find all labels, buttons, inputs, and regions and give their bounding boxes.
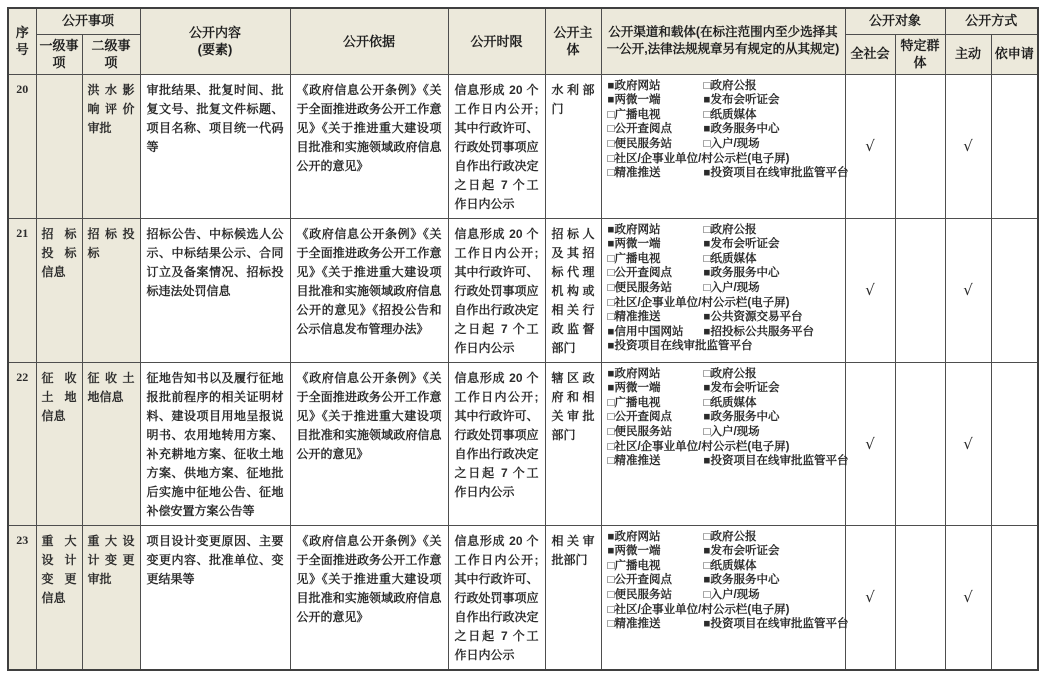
channel-option-checked: ■政府网站 bbox=[607, 530, 661, 543]
col-header-specific-group: 特定群体 bbox=[895, 34, 945, 74]
row-channels bbox=[601, 218, 845, 362]
channel-line bbox=[608, 367, 840, 382]
channel-option-checked: ■政务服务中心 bbox=[703, 267, 780, 280]
cell-proactive-check: √ bbox=[945, 218, 991, 362]
row-content: 审批结果、批复时间、批复文号、批复文件标题、项目名称、项目统一代码等 bbox=[140, 74, 290, 218]
channel-option-checked: ■两微一端 bbox=[607, 238, 661, 251]
table-row-22 bbox=[8, 362, 1038, 525]
channel-line bbox=[608, 122, 840, 137]
channel-option-unchecked: □入户/现场 bbox=[703, 588, 760, 601]
cell-specific-group-check bbox=[895, 525, 945, 670]
row-time-limit: 信息形成 20 个工作日内公开;其中行政许可、行政处罚事项应自作出行政决定之日起 7 个工作日内公示 bbox=[448, 74, 545, 218]
cell-all-society-check: √ bbox=[845, 218, 895, 362]
channel-line bbox=[608, 223, 840, 238]
channel-line bbox=[608, 559, 840, 574]
row-content: 招标公告、中标候选人公示、中标结果公示、合同订立及备案情况、招标投标违法处罚信息 bbox=[140, 218, 290, 362]
row-time-limit: 信息形成 20 个工作日内公开;其中行政许可、行政处罚事项应自作出行政决定之日起 7 个工作日内公示 bbox=[448, 525, 545, 670]
channel-option-unchecked: □政府公报 bbox=[703, 223, 757, 236]
row-channels bbox=[601, 74, 849, 218]
cell-proactive-check: √ bbox=[945, 525, 991, 670]
channel-option-unchecked: □广播电视 bbox=[607, 396, 661, 409]
channel-line bbox=[608, 266, 840, 281]
channel-line bbox=[608, 296, 840, 311]
col-header-all-society: 全社会 bbox=[845, 34, 895, 74]
channel-option-checked: ■发布会听证会 bbox=[703, 94, 780, 107]
channel-option-checked: ■信用中国网站 bbox=[607, 325, 684, 338]
row-time-limit: 信息形成 20 个工作日内公开;其中行政许可、行政处罚事项应自作出行政决定之日起 7 个工作日内公示 bbox=[448, 362, 545, 525]
channel-line bbox=[608, 152, 840, 167]
channel-option-unchecked: □精准推送 bbox=[607, 167, 661, 180]
row-basis: 《政府信息公开条例》《关于全面推进政务公开工作意见》《关于推进重大建设项目批准和实施领域政府信息公开的意见》《招投公告和公示信息发布管理办法》 bbox=[290, 218, 448, 362]
col-header-channels: 公开渠道和载体(在标注范围内至少选择其一公开,法律法规规章另有规定的从其规定) bbox=[601, 8, 845, 74]
row-level2: 洪水影响评价审批 bbox=[82, 74, 140, 218]
channel-line bbox=[608, 603, 840, 618]
channel-line bbox=[608, 137, 840, 152]
row-level2: 重大设计变更审批 bbox=[82, 525, 140, 670]
cell-specific-group-check bbox=[895, 362, 945, 525]
channel-line bbox=[608, 573, 840, 588]
channel-line bbox=[608, 93, 840, 108]
row-seq: 21 bbox=[8, 218, 36, 362]
row-content: 征地告知书以及履行征地报批前程序的相关证明材料、建设项目用地呈报说明书、农用地转用方案、补充耕地方案、征收土地方案、供地方案、征地批后实施中征地公告、征地补偿安置方案公告等 bbox=[140, 362, 290, 525]
channel-option-unchecked: □纸质媒体 bbox=[703, 396, 757, 409]
row-time-limit: 信息形成 20 个工作日内公开;其中行政许可、行政处罚事项应自作出行政决定之日起 7 个工作日内公示 bbox=[448, 218, 545, 362]
channel-line bbox=[608, 310, 840, 325]
cell-all-society-check: √ bbox=[845, 362, 895, 525]
channel-line bbox=[608, 252, 840, 267]
table-row-20 bbox=[8, 74, 1038, 218]
channel-option-unchecked: □政府公报 bbox=[703, 530, 757, 543]
channel-option-unchecked: □入户/现场 bbox=[703, 425, 760, 438]
channel-line bbox=[608, 544, 840, 559]
channel-option-unchecked: □广播电视 bbox=[607, 252, 661, 265]
col-header-target-group: 公开对象 bbox=[845, 8, 945, 34]
cell-on-request-check bbox=[991, 525, 1038, 670]
channel-option-unchecked: □政府公报 bbox=[703, 367, 757, 380]
channel-option-unchecked: □便民服务站 bbox=[607, 588, 672, 601]
channel-line bbox=[608, 325, 840, 340]
channel-line bbox=[607, 454, 849, 469]
channel-option-unchecked: □便民服务站 bbox=[607, 281, 672, 294]
row-seq: 23 bbox=[8, 525, 36, 670]
channel-option-unchecked: □社区/企事业单位/村公示栏(电子屏) bbox=[607, 296, 790, 309]
channel-option-checked: ■两微一端 bbox=[607, 94, 661, 107]
channel-option-unchecked: □社区/企事业单位/村公示栏(电子屏) bbox=[607, 152, 790, 165]
col-header-basis: 公开依据 bbox=[290, 8, 448, 74]
cell-on-request-check bbox=[991, 74, 1038, 218]
channel-option-unchecked: □纸质媒体 bbox=[703, 252, 757, 265]
channel-option-unchecked: □公开查阅点 bbox=[607, 123, 672, 136]
channel-option-unchecked: □公开查阅点 bbox=[607, 411, 672, 424]
row-subject: 辖区政府和相关审批部门 bbox=[545, 362, 601, 525]
table-row-21 bbox=[8, 218, 1038, 362]
row-level2: 招标投标 bbox=[82, 218, 140, 362]
channel-line bbox=[608, 530, 840, 545]
row-channels bbox=[601, 362, 849, 525]
col-header-level2: 二级事项 bbox=[82, 34, 140, 74]
cell-all-society-check: √ bbox=[845, 74, 895, 218]
channel-option-checked: ■投资项目在线审批监管平台 bbox=[703, 618, 849, 631]
row-channels bbox=[601, 525, 849, 670]
channel-option-checked: ■投资项目在线审批监管平台 bbox=[607, 340, 753, 353]
channel-line bbox=[608, 339, 840, 354]
channel-option-checked: ■两微一端 bbox=[607, 545, 661, 558]
channel-option-unchecked: □纸质媒体 bbox=[703, 108, 757, 121]
channel-line bbox=[608, 396, 840, 411]
cell-proactive-check: √ bbox=[945, 74, 991, 218]
cell-all-society-check: √ bbox=[845, 525, 895, 670]
cell-proactive-check: √ bbox=[945, 362, 991, 525]
row-level1: 征收土地信息 bbox=[36, 362, 82, 525]
channel-option-checked: ■政府网站 bbox=[607, 223, 661, 236]
channel-option-unchecked: □广播电视 bbox=[607, 559, 661, 572]
row-level2: 征收土地信息 bbox=[82, 362, 140, 525]
cell-on-request-check bbox=[991, 362, 1038, 525]
channel-line bbox=[608, 237, 840, 252]
col-header-level1: 一级事项 bbox=[36, 34, 82, 74]
channel-option-unchecked: □社区/企事业单位/村公示栏(电子屏) bbox=[607, 440, 790, 453]
row-basis: 《政府信息公开条例》《关于全面推进政务公开工作意见》《关于推进重大建设项目批准和实施领域政府信息公开的意见》 bbox=[290, 74, 448, 218]
channel-option-checked: ■招投标公共服务平台 bbox=[703, 325, 814, 338]
disclosure-table bbox=[7, 7, 1039, 671]
channel-option-unchecked: □公开查阅点 bbox=[607, 574, 672, 587]
channel-option-unchecked: □入户/现场 bbox=[703, 137, 760, 150]
col-header-on-request: 依申请 bbox=[991, 34, 1038, 74]
channel-option-checked: ■发布会听证会 bbox=[703, 238, 780, 251]
channel-option-unchecked: □入户/现场 bbox=[703, 281, 760, 294]
col-header-item-group: 公开事项 bbox=[36, 8, 140, 34]
row-level1: 招标投标信息 bbox=[36, 218, 82, 362]
channel-option-checked: ■投资项目在线审批监管平台 bbox=[703, 167, 849, 180]
col-header-content-sub: (要素) bbox=[197, 42, 233, 58]
channel-line bbox=[607, 617, 849, 632]
channel-line bbox=[608, 381, 840, 396]
row-level1 bbox=[36, 74, 82, 218]
channel-option-unchecked: □便民服务站 bbox=[607, 137, 672, 150]
channel-option-unchecked: □纸质媒体 bbox=[703, 559, 757, 572]
channel-option-unchecked: □广播电视 bbox=[607, 108, 661, 121]
channel-line bbox=[607, 166, 849, 181]
row-subject: 相关审批部门 bbox=[545, 525, 601, 670]
channel-option-unchecked: □精准推送 bbox=[607, 311, 661, 324]
channel-option-checked: ■公共资源交易平台 bbox=[703, 311, 803, 324]
channel-line bbox=[608, 425, 840, 440]
channel-option-checked: ■发布会听证会 bbox=[703, 382, 780, 395]
channel-option-checked: ■两微一端 bbox=[607, 382, 661, 395]
channel-line bbox=[608, 440, 840, 455]
col-header-subject: 公开主体 bbox=[545, 8, 601, 74]
col-header-method-group: 公开方式 bbox=[945, 8, 1038, 34]
cell-specific-group-check bbox=[895, 74, 945, 218]
col-header-time-limit: 公开时限 bbox=[448, 8, 545, 74]
channel-option-unchecked: □社区/企事业单位/村公示栏(电子屏) bbox=[607, 603, 790, 616]
row-level1: 重大设计变更信息 bbox=[36, 525, 82, 670]
channel-option-unchecked: □便民服务站 bbox=[607, 425, 672, 438]
cell-on-request-check bbox=[991, 218, 1038, 362]
row-subject: 招标人及其招标代理机构或相关行政监督部门 bbox=[545, 218, 601, 362]
col-header-seq: 序号 bbox=[8, 8, 36, 74]
channel-line bbox=[608, 108, 840, 123]
channel-option-unchecked: □政府公报 bbox=[703, 79, 757, 92]
channel-option-checked: ■政务服务中心 bbox=[703, 123, 780, 136]
channel-line bbox=[608, 281, 840, 296]
channel-option-unchecked: □精准推送 bbox=[607, 618, 661, 631]
col-header-proactive: 主动 bbox=[945, 34, 991, 74]
channel-option-unchecked: □精准推送 bbox=[607, 455, 661, 468]
channel-option-checked: ■政务服务中心 bbox=[703, 411, 780, 424]
channel-line bbox=[608, 410, 840, 425]
row-content: 项目设计变更原因、主要变更内容、批准单位、变更结果等 bbox=[140, 525, 290, 670]
table-row-23 bbox=[8, 525, 1038, 670]
channel-option-checked: ■投资项目在线审批监管平台 bbox=[703, 455, 849, 468]
channel-line bbox=[608, 588, 840, 603]
row-subject: 水利部门 bbox=[545, 74, 601, 218]
channel-option-unchecked: □公开查阅点 bbox=[607, 267, 672, 280]
channel-option-checked: ■发布会听证会 bbox=[703, 545, 780, 558]
col-header-content-title: 公开内容 bbox=[189, 24, 242, 40]
row-basis: 《政府信息公开条例》《关于全面推进政务公开工作意见》《关于推进重大建设项目批准和实施领域政府信息公开的意见》 bbox=[290, 362, 448, 525]
channel-option-checked: ■政务服务中心 bbox=[703, 574, 780, 587]
header-row-1 bbox=[8, 8, 1038, 34]
row-seq: 22 bbox=[8, 362, 36, 525]
row-seq: 20 bbox=[8, 74, 36, 218]
channel-option-checked: ■政府网站 bbox=[607, 79, 661, 92]
channel-option-checked: ■政府网站 bbox=[607, 367, 661, 380]
col-header-content bbox=[140, 8, 290, 74]
row-basis: 《政府信息公开条例》《关于全面推进政务公开工作意见》《关于推进重大建设项目批准和实施领域政府信息公开的意见》 bbox=[290, 525, 448, 670]
channel-line bbox=[608, 79, 840, 94]
cell-specific-group-check bbox=[895, 218, 945, 362]
